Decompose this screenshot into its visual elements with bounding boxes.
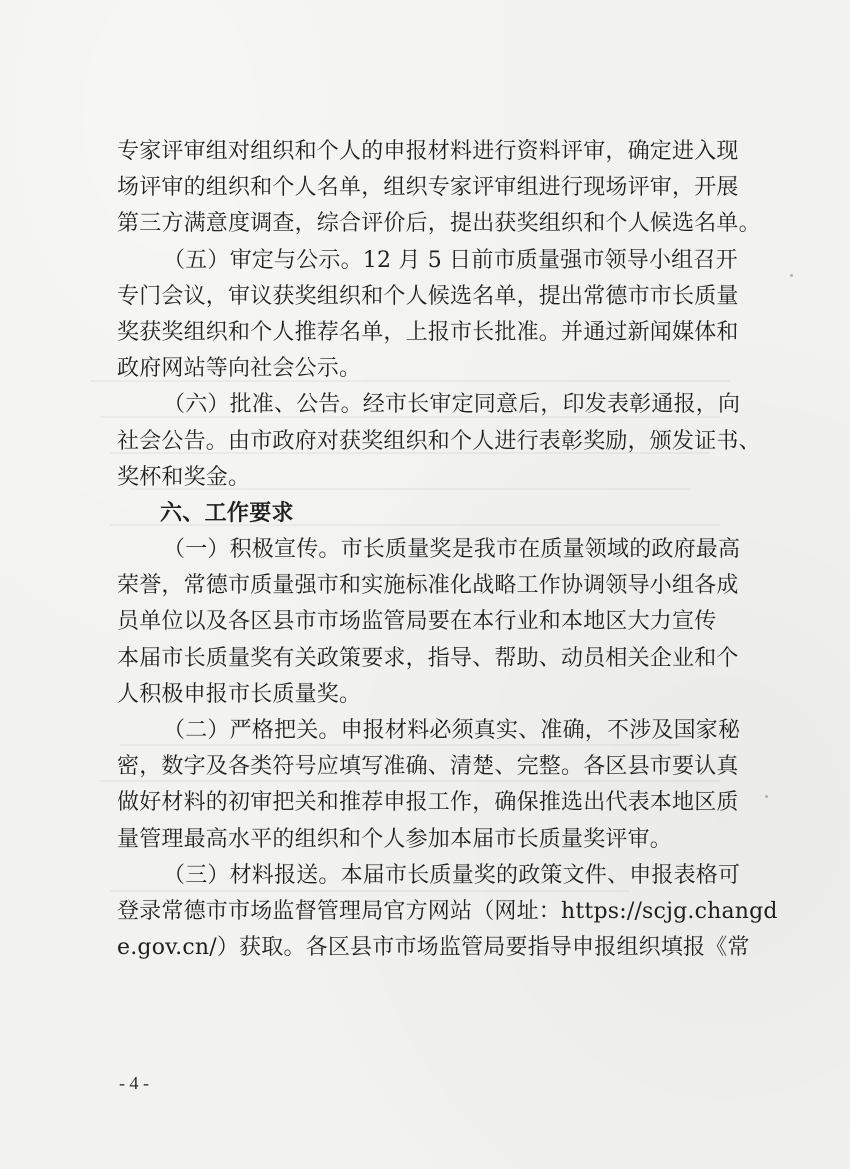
text-line: （二）严格把关。申报材料必须真实、准确，不涉及国家秘 (163, 718, 741, 743)
text-line: 专门会议，审议获奖组织和个人候选名单，提出常德市市长质量 (117, 283, 739, 309)
text-line: 专家评审组对组织和个人的申报材料进行资料评审，确定进入现 (117, 139, 739, 164)
text-line: 量管理最高水平的组织和个人参加本届市长质量奖评审。 (117, 826, 673, 852)
body-text (117, 134, 778, 966)
text-line: 政府网站等向社会公示。 (117, 356, 362, 382)
paragraph-material-submission (117, 858, 778, 967)
paragraph-promotion (117, 532, 741, 713)
text-line: 密，数字及各类符号应填写准确、清楚、完整。各区县市要认真 (117, 754, 739, 780)
text-line: 做好材料的初审把关和推荐申报工作，确保推选出代表本地区质 (117, 790, 739, 816)
text-line: 社会公告。由市政府对获奖组织和个人进行表彰奖励，颁发证书、 (117, 428, 761, 454)
paragraph-approval-and-announcement (117, 387, 761, 496)
text-line: 第三方满意度调查，综合评价后，提出获奖组织和个人候选名单。 (117, 211, 761, 237)
text-line: 人积极申报市长质量奖。 (117, 681, 362, 707)
text-line: 奖获奖组织和个人推荐名单，上报市长批准。并通过新闻媒体和 (117, 319, 739, 345)
text-line: 奖杯和奖金。 (117, 464, 251, 490)
paragraph-review-and-publicity (117, 243, 737, 388)
scan-speck (765, 795, 768, 798)
paragraph-evaluation-continued (117, 134, 761, 243)
text-line: （三）材料报送。本届市长质量奖的政策文件、申报表格可 (163, 862, 741, 888)
text-line: e.gov.cn/）获取。各区县市市场监管局要指导申报组织填报《常 (117, 935, 750, 961)
page-number: - 4 - (119, 1073, 149, 1093)
text-line: 荣誉，常德市质量强市和实施标准化战略工作协调领导小组各成 (117, 573, 739, 599)
text-line: （一）积极宣传。市长质量奖是我市在质量领域的政府最高 (163, 537, 741, 563)
text-line: 本届市长质量奖有关政策要求，指导、帮助、动员相关企业和个 (117, 645, 739, 671)
text-line: 登录常德市市场监督管理局官方网站（网址：https://scjg.changd (117, 898, 778, 924)
text-line: 场评审的组织和个人名单，组织专家评审组进行现场评审，开展 (117, 175, 739, 201)
text-line: （六）批准、公告。经市长审定同意后，印发表彰通报，向 (163, 392, 741, 418)
scan-speck (790, 274, 793, 277)
section-heading: 六、工作要求 (160, 500, 294, 526)
text-line: 员单位以及各区县市市场监管局要在本行业和本地区大力宣传 (117, 609, 717, 635)
paragraph-strict-checking (117, 713, 741, 858)
text-line: （五）审定与公示。12 月 5 日前市质量强市领导小组召开 (163, 247, 738, 273)
